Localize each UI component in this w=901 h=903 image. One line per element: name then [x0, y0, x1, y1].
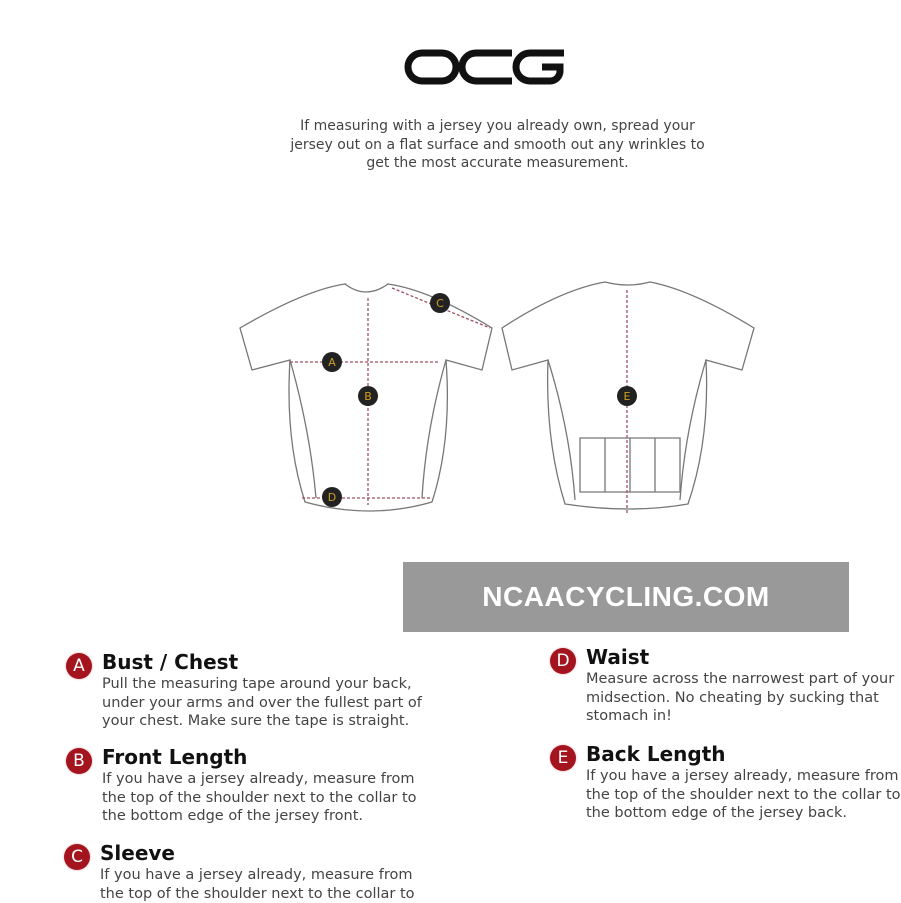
item-title: Back Length: [586, 742, 726, 766]
item-desc: If you have a jersey already, measure from the top of the shoulder next to the collar to the bottom edge of the jersey front.: [102, 771, 417, 824]
badge-c-icon: C: [64, 844, 90, 870]
item-desc: If you have a jersey already, measure from the top of the shoulder next to the collar to the bottom edge of the jersey back.: [586, 768, 901, 821]
badge-d-icon: D: [550, 648, 576, 674]
item-title: Waist: [586, 645, 650, 669]
svg-text:C: C: [436, 297, 444, 310]
badge-a-icon: A: [66, 653, 92, 679]
svg-text:E: E: [623, 390, 631, 403]
svg-text:D: D: [327, 491, 337, 504]
marker-a: [322, 352, 342, 372]
item-title: Front Length: [102, 745, 248, 769]
jersey-diagram: [230, 270, 770, 530]
watermark: NCAACYCLING.COM: [403, 562, 849, 632]
intro-text: If measuring with a jersey you already own, spread your jersey out on a flat surface and smooth out any wrinkles to get the most accurate measurement.: [290, 118, 705, 171]
item-desc: Pull the measuring tape around your back, under your arms and over the fullest part of your chest. Make sure the tape is straight.: [102, 676, 422, 729]
item-desc: If you have a jersey already, measure from the top of the shoulder next to the collar to: [100, 867, 415, 902]
badge-e-icon: E: [550, 745, 576, 771]
ocg-logo: [400, 45, 570, 90]
svg-text:B: B: [364, 390, 372, 403]
item-title: Sleeve: [100, 841, 175, 865]
marker-e: [617, 386, 637, 406]
marker-c: [430, 293, 450, 313]
badge-b-icon: B: [66, 748, 92, 774]
item-desc: Measure across the narrowest part of your midsection. No cheating by sucking that stomach in!: [586, 671, 895, 724]
svg-text:A: A: [328, 356, 336, 369]
item-title: Bust / Chest: [102, 650, 239, 674]
marker-d: [322, 487, 342, 507]
marker-b: [358, 386, 378, 406]
